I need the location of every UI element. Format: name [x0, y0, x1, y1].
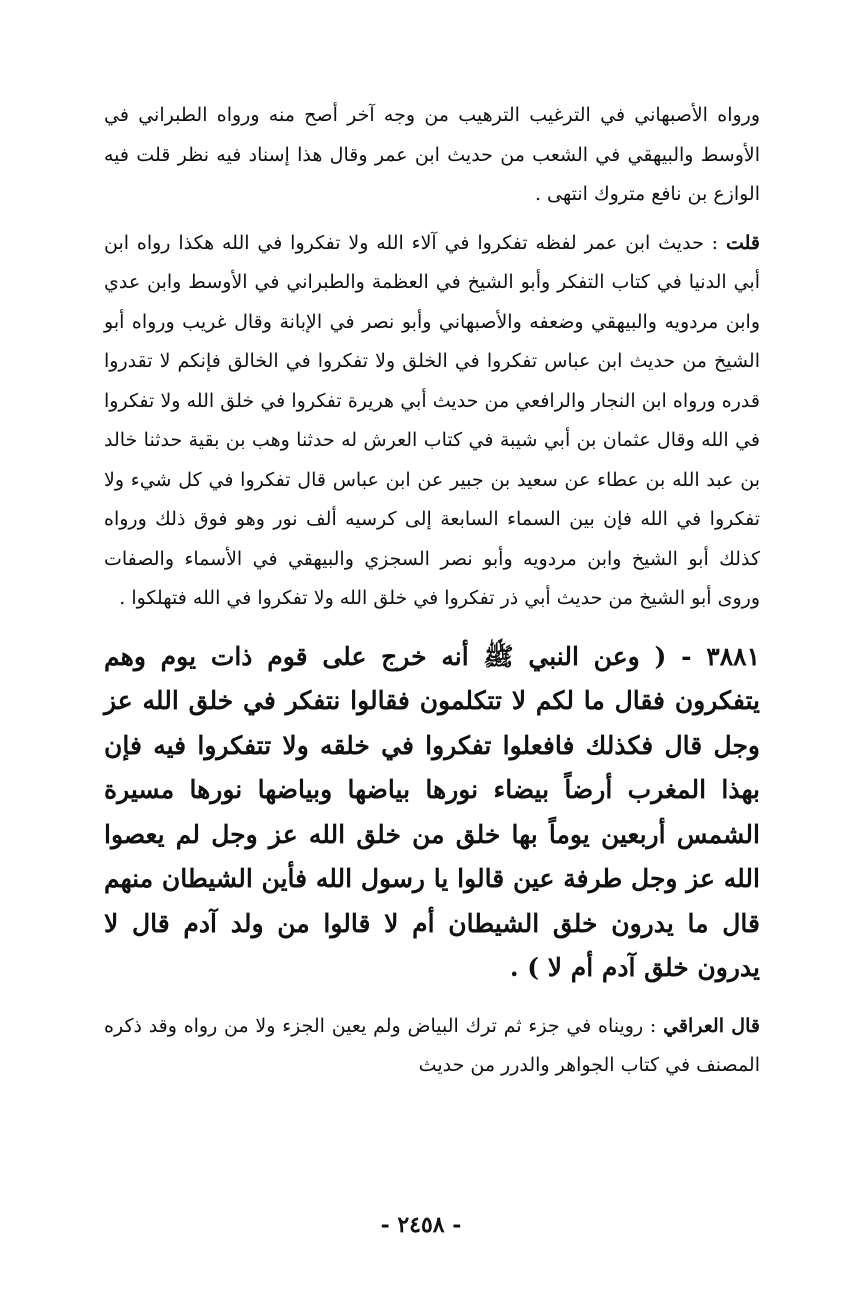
- paragraph-commentary-1: ورواه الأصبهاني في الترغيب الترهيب من وجه آخر أصح منه ورواه الطبراني في الأوسط والبيهقي في الشعب من حديث ابن عمر وقال هذا إسناد فيه نظر قلت فيه الوازع بن نافع متروك انتهى .: [104, 104, 760, 205]
- iraqi-label: قال العراقي: [663, 1014, 760, 1037]
- paragraph-commentary-2-text: : حديث ابن عمر لفظه تفكروا في آلاء الله ولا تفكروا في الله هكذا رواه ابن أبي الدنيا في كتاب التفكر وأبو الشيخ في العظمة والطبراني في الأوسط وابن عدي وابن مردويه والبيهقي وضعفه والأصبهاني وأبو نصر في الإبانة وقال غريب ورواه أبو الشيخ من حديث ابن عباس تفكروا في الخلق ولا تفكروا في الخالق فإنكم لا تقدروا قدره ورواه ابن النجار والرافعي من حديث أبي هريرة تفكروا في خلق الله ولا تفكروا في الله وقال عثمان بن أبي شيبة في كتاب العرش له حدثنا وهب بن بقية حدثنا خالد بن عبد الله بن عطاء عن سعيد بن جبير عن ابن عباس قال تفكروا في كل شيء ولا تفكروا في الله فإن بين السماء السابعة إلى كرسيه ألف نور وهو فوق ذلك ورواه كذلك أبو الشيخ وابن مردويه وأبو نصر السجزي والبيهقي في الأسماء والصفات وروى أبو الشيخ من حديث أبي ذر تفكروا في خلق الله ولا تفكروا في الله فتهلكوا .: [104, 231, 760, 609]
- qultu-label: قلت: [725, 231, 760, 254]
- hadith-3881: ٣٨٨١ - ( وعن النبي ﷺ أنه خرج على قوم ذات يوم وهم يتفكرون فقال ما لكم لا تتكلمون فقالوا نتفكر في خلق الله عز وجل قال فكذلك فافعلوا تفكروا في خلقه ولا تتفكروا فيه فإن بهذا المغرب أرضاً بيضاء نورها بياضها وبياضها نورها مسيرة الشمس أربعين يوماً بها خلق من خلق الله عز وجل لم يعصوا الله عز وجل طرفة عين قالوا يا رسول الله فأين الشيطان منهم قال ما يدرون خلق الشيطان أم لا قالوا من ولد آدم قال لا يدرون خلق آدم أم لا ) .: [104, 641, 760, 982]
- page-body: [104, 96, 760, 1086]
- page-number: - ٢٤٥٨ -: [380, 1212, 462, 1238]
- paragraph-commentary-2: [104, 224, 760, 619]
- paragraph-iraqi-note-text: : رويناه في جزء ثم ترك البياض ولم يعين الجزء ولا من رواه وقد ذكره المصنف في كتاب الجواهر والدرر من حديث: [104, 1014, 760, 1076]
- paragraph-iraqi-note: [104, 1007, 760, 1086]
